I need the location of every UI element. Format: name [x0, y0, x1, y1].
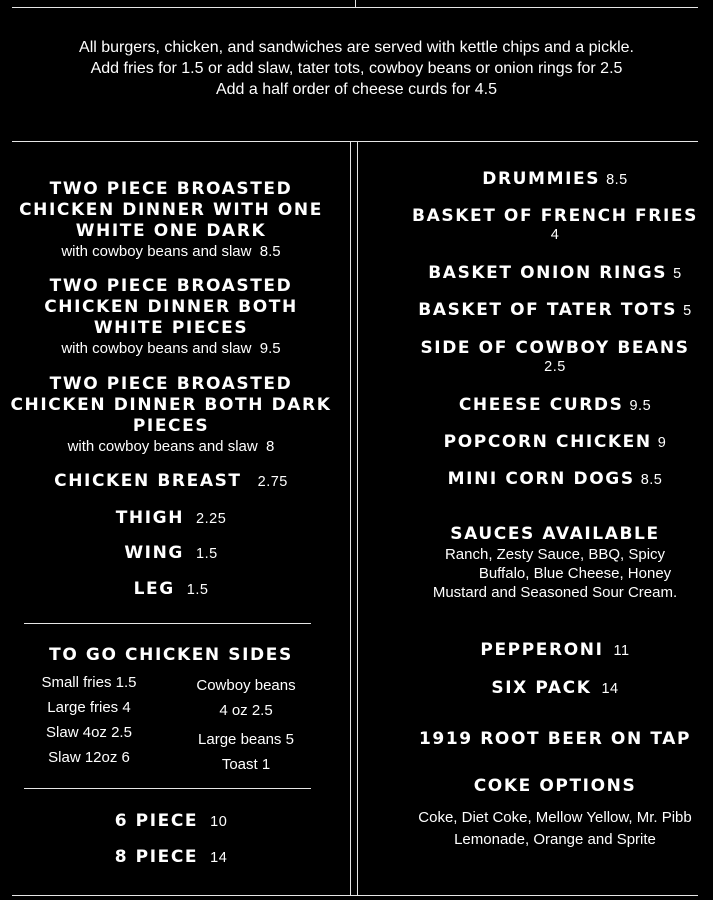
coke-options-section — [400, 776, 710, 851]
item-price: 1.5 — [186, 582, 209, 598]
menu-item-dinner-3 — [6, 374, 336, 456]
menu-item-dinner-1 — [6, 179, 336, 261]
side-item: Large beans 5 — [198, 731, 294, 748]
intro-text — [0, 37, 713, 100]
item-price: 9.5 — [629, 398, 652, 414]
item-price: 14 — [601, 681, 619, 697]
root-beer-heading: 1919 ROOT BEER ON TAP — [418, 729, 692, 749]
section-heading: COKE OPTIONS — [473, 776, 637, 796]
menu-item-6-piece — [6, 811, 336, 832]
menu-item-pepperoni — [400, 640, 710, 661]
bottom-rule — [12, 895, 698, 896]
menu-item-wing — [6, 543, 336, 564]
menu-item-thigh — [6, 508, 336, 529]
item-price: 2.5 — [544, 359, 566, 375]
item-price: 14 — [210, 850, 228, 866]
menu-item-dinner-2 — [6, 276, 336, 358]
item-price: 1.5 — [196, 546, 218, 562]
menu-item-onion-rings — [400, 263, 710, 284]
item-title: DRUMMIES — [482, 169, 601, 189]
item-description: with cowboy beans and slaw 8 — [67, 438, 275, 455]
item-title: TWO PIECE BROASTED CHICKEN DINNER BOTH DARK PIECES — [10, 374, 332, 436]
item-description: with cowboy beans and slaw 8.5 — [61, 243, 281, 260]
intro-line: Add fries for 1.5 or add slaw, tater tots, cowboy beans or onion rings for 2.5 — [90, 60, 623, 77]
item-price: 8.5 — [640, 472, 663, 488]
item-title: WING — [124, 543, 184, 563]
side-item: Slaw 4oz 2.5 — [46, 724, 132, 741]
to-go-sides-col-1 — [24, 670, 154, 770]
item-title: PEPPERONI — [480, 640, 604, 660]
sauces-section — [400, 524, 710, 602]
item-title: TWO PIECE BROASTED CHICKEN DINNER WITH ONE WHITE ONE DARK — [19, 179, 323, 241]
menu-item-mini-corn-dogs — [400, 469, 710, 490]
item-title: BASKET ONION RINGS — [428, 263, 668, 283]
side-item: Slaw 12oz 6 — [48, 749, 130, 766]
menu-item-8-piece — [6, 847, 336, 868]
column-divider-left — [350, 141, 351, 895]
intro-line: All burgers, chicken, and sandwiches are served with kettle chips and a pickle. — [79, 39, 634, 56]
item-title: POPCORN CHICKEN — [443, 432, 652, 452]
intro-line: Add a half order of cheese curds for 4.5 — [215, 81, 498, 98]
item-description: with cowboy beans and slaw 9.5 — [61, 340, 281, 357]
side-item: Large fries 4 — [47, 699, 131, 716]
to-go-sides-col-2 — [180, 670, 312, 777]
divider — [24, 623, 311, 624]
menu-item-leg — [6, 579, 336, 600]
menu-item-french-fries — [400, 206, 710, 243]
side-item: Toast 1 — [221, 756, 271, 773]
item-title: LEG — [133, 579, 175, 599]
side-item: Small fries 1.5 — [41, 674, 137, 691]
item-title: CHICKEN BREAST — [54, 471, 242, 491]
item-title: 8 PIECE — [114, 847, 199, 867]
section-rule — [12, 141, 698, 142]
item-title: SIX PACK — [491, 678, 592, 698]
menu-item-chicken-breast — [6, 471, 336, 492]
item-title: BASKET OF FRENCH FRIES — [412, 206, 698, 226]
menu-item-cowboy-beans — [400, 338, 710, 375]
menu-item-cheese-curds — [400, 395, 710, 416]
item-title: 6 PIECE — [114, 811, 199, 831]
item-title: TWO PIECE BROASTED CHICKEN DINNER BOTH WHITE PIECES — [44, 276, 298, 338]
item-price: 4 — [550, 227, 560, 243]
item-title: SIDE OF COWBOY BEANS — [420, 338, 690, 358]
column-divider-right — [357, 141, 358, 895]
top-rule — [12, 7, 698, 8]
item-title: MINI CORN DOGS — [447, 469, 635, 489]
side-item: Cowboy beans 4 oz 2.5 — [196, 677, 296, 719]
item-title: BASKET OF TATER TOTS — [418, 300, 678, 320]
to-go-sides-heading: TO GO CHICKEN SIDES — [49, 645, 293, 665]
menu-item-drummies — [400, 169, 710, 190]
item-title: CHEESE CURDS — [458, 395, 624, 415]
sauces-list: Ranch, Zesty Sauce, BBQ, Spicy Buffalo, Blue Cheese, Honey Mustard and Seasoned Sour Cream. — [432, 546, 678, 601]
item-price: 5 — [683, 303, 692, 319]
top-center-tick — [355, 0, 356, 7]
menu-item-popcorn-chicken — [400, 432, 710, 453]
divider — [24, 788, 311, 789]
item-price: 2.75 — [257, 474, 288, 490]
item-price: 5 — [673, 266, 682, 282]
menu-item-six-pack — [400, 678, 710, 699]
item-price: 11 — [613, 643, 630, 659]
item-price: 10 — [210, 814, 228, 830]
section-heading: SAUCES AVAILABLE — [450, 524, 660, 544]
coke-list: Coke, Diet Coke, Mellow Yellow, Mr. Pibb Lemonade, Orange and Sprite — [418, 809, 692, 848]
item-price: 8.5 — [606, 172, 628, 188]
menu-item-tater-tots — [400, 300, 710, 321]
item-price: 9 — [657, 435, 667, 451]
item-title: THIGH — [115, 508, 185, 528]
item-price: 2.25 — [196, 511, 227, 527]
